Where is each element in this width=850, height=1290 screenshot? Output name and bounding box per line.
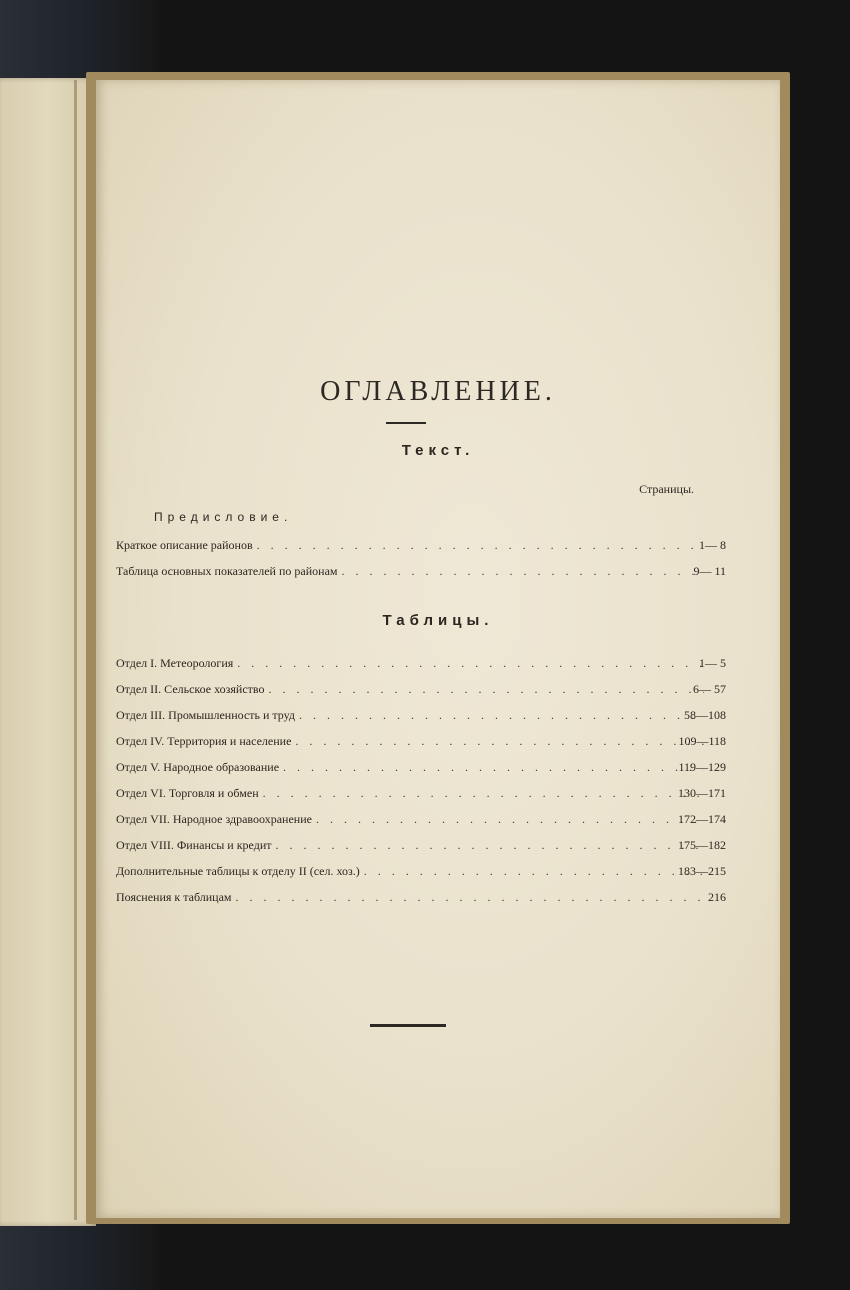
- toc-entry: [116, 890, 726, 908]
- dot-leader: [263, 786, 704, 801]
- toc-entry: [116, 812, 726, 830]
- dot-leader: [342, 564, 705, 579]
- toc-entry: [116, 538, 726, 556]
- dot-leader: [257, 538, 704, 553]
- toc-entry-label: Отдел II. Сельское хозяйство: [116, 682, 265, 696]
- dot-leader: [283, 760, 704, 775]
- toc-entry-label: Отдел V. Народное образование: [116, 760, 280, 774]
- dot-leader: [316, 812, 704, 827]
- page-title: ОГЛАВЛЕНИЕ.: [320, 376, 556, 407]
- dot-leader: [299, 708, 704, 723]
- toc-entry-pages: 6— 57: [693, 682, 726, 696]
- toc-entry: [116, 734, 726, 752]
- toc-entry-label: Краткое описание районов: [116, 538, 253, 552]
- toc-entry: [116, 682, 726, 700]
- toc-entry: [116, 656, 726, 674]
- toc-entry-pages: 1— 8: [699, 538, 726, 552]
- dot-leader: [364, 864, 704, 879]
- toc-entry-label: Отдел VII. Народное здравоохранение: [116, 812, 312, 826]
- left-page-fold: [74, 80, 77, 1220]
- toc-entry-pages: 58—108: [684, 708, 726, 722]
- section-heading-text: Текст.: [401, 442, 475, 459]
- toc-entry-pages: 172—174: [678, 812, 726, 826]
- toc-entry: [116, 786, 726, 804]
- toc-entry-pages: 175—182: [678, 838, 726, 852]
- toc-entry: [116, 864, 726, 882]
- section-heading-tables: Таблицы.: [382, 612, 494, 629]
- toc-entry-label: Отдел I. Метеорология: [116, 656, 234, 670]
- toc-entry-label: Отдел III. Промышленность и труд: [116, 708, 295, 722]
- toc-entry: [116, 708, 726, 726]
- dot-leader: [295, 734, 704, 749]
- toc-entry-label: Таблица основных показателей по районам: [116, 564, 338, 578]
- title-rule: [386, 422, 426, 424]
- contents-page: [96, 80, 780, 1218]
- left-page-leaf: [0, 78, 96, 1226]
- toc-entry: [116, 760, 726, 778]
- toc-entry-pages: 1— 5: [699, 656, 726, 670]
- closing-rule: [370, 1024, 446, 1027]
- toc-entry-pages: 130—171: [678, 786, 726, 800]
- toc-entry: [116, 838, 726, 856]
- dot-leader: [269, 682, 705, 697]
- toc-entry-label: Отдел IV. Территория и население: [116, 734, 292, 748]
- toc-entry-label: Пояснения к таблицам: [116, 890, 232, 904]
- toc-entry-pages: 9— 11: [693, 564, 726, 578]
- dot-leader: [237, 656, 704, 671]
- toc-entry: [116, 564, 726, 582]
- dot-leader: [236, 890, 705, 905]
- preface-entry: Предисловие.: [154, 510, 293, 524]
- toc-entry-label: Отдел VI. Торговля и обмен: [116, 786, 259, 800]
- toc-entry-label: Дополнительные таблицы к отделу II (сел. хоз.): [116, 864, 360, 878]
- dot-leader: [275, 838, 704, 853]
- toc-entry-pages: 109—118: [678, 734, 726, 748]
- toc-entry-pages: 183—215: [678, 864, 726, 878]
- toc-entry-pages: 119—129: [678, 760, 726, 774]
- pages-column-label: Страницы.: [639, 482, 694, 496]
- toc-entry-pages: 216: [708, 890, 726, 904]
- toc-entry-label: Отдел VIII. Финансы и кредит: [116, 838, 272, 852]
